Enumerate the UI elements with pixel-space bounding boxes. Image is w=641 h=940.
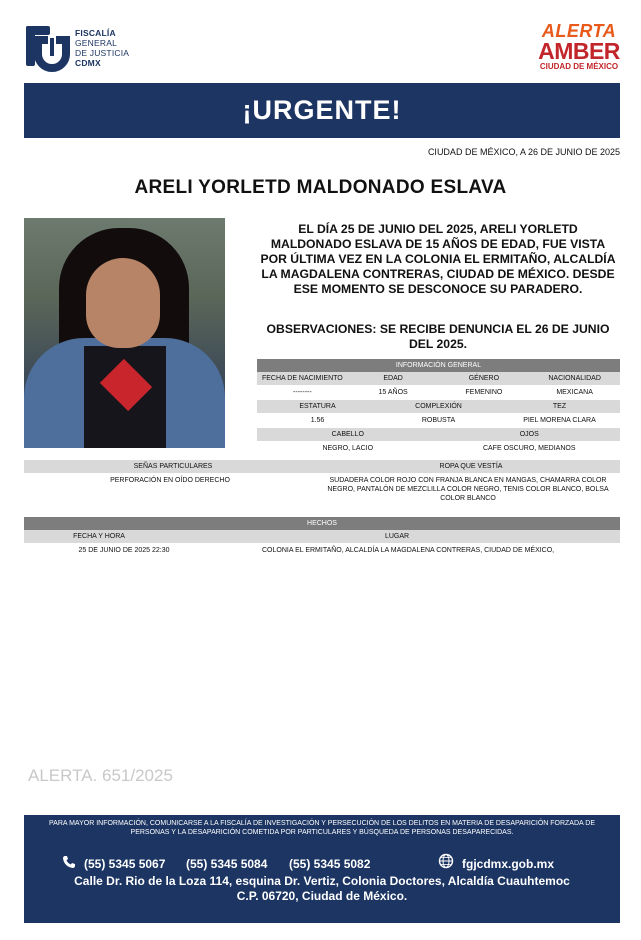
address	[24, 874, 620, 904]
info-labels-row1	[257, 372, 620, 385]
label-gender: GÉNERO	[468, 375, 500, 382]
label-hair: CABELLO	[331, 431, 364, 438]
fgj-logo-text	[75, 28, 129, 68]
fgj-line2: GENERAL	[75, 38, 118, 48]
fgj-line3: DE JUSTICIA	[75, 48, 130, 58]
info-values-row2	[257, 413, 620, 428]
phone-3[interactable]: (55) 5345 5082	[289, 857, 371, 871]
facts-table	[24, 517, 620, 558]
website-link[interactable]: fgjcdmx.gob.mx	[462, 857, 555, 871]
person-name: ARELI YORLETD MALDONADO ESLAVA	[134, 177, 507, 198]
info-values-row3	[257, 441, 620, 456]
value-build: ROBUSTA	[421, 417, 456, 424]
label-birthdate: FECHA DE NACIMIENTO	[261, 375, 343, 382]
value-nationality: MEXICANA	[556, 389, 593, 396]
label-skin: TEZ	[552, 403, 567, 410]
missing-person-photo	[24, 218, 225, 448]
label-distinguishing-marks: SEÑAS PARTICULARES	[133, 463, 213, 470]
facts-title: HECHOS	[24, 517, 620, 530]
facts-labels	[24, 530, 620, 543]
label-eyes: OJOS	[519, 431, 539, 438]
value-hair: NEGRO, LACIO	[322, 445, 374, 452]
value-skin: PIEL MORENA CLARA	[523, 417, 596, 424]
date-line: CIUDAD DE MÉXICO, A 26 DE JUNIO DE 2025	[427, 147, 620, 157]
value-birthdate: --------	[293, 389, 312, 396]
observations-text: OBSERVACIONES: SE RECIBE DENUNCIA EL 26 DE JUNIO DEL 2025.	[266, 322, 610, 351]
features-labels	[24, 460, 620, 473]
value-datetime: 25 DE JUNIO DE 2025 22:30	[78, 547, 170, 554]
info-labels-row2	[257, 400, 620, 413]
fgj-emblem-icon	[24, 24, 70, 74]
fgj-logo	[24, 24, 134, 76]
label-nationality: NACIONALIDAD	[548, 375, 601, 382]
description-text: EL DÍA 25 DE JUNIO DEL 2025, ARELI YORLETD MALDONADO ESLAVA DE 15 AÑOS DE EDAD, FUE VISTA POR ÚLTIMA VEZ EN LA COLONIA EL ERMITAÑO, ALCALDÍA LA MAGDALENA CONTRERAS, CIUDAD DE MÉXICO. DESDE ESE MOMENTO SE DESCONOCE SU PARADERO.	[260, 222, 616, 296]
urgent-banner: ¡URGENTE!	[24, 83, 620, 138]
info-labels-row3	[257, 428, 620, 441]
amber-line2: AMBER	[538, 38, 620, 64]
phone-1[interactable]: (55) 5345 5067	[84, 857, 166, 871]
value-eyes: CAFE OSCURO, MEDIANOS	[482, 445, 576, 452]
fgj-line4: CDMX	[75, 58, 101, 68]
label-age: EDAD	[383, 375, 403, 382]
general-info-title: INFORMACIÓN GENERAL	[257, 359, 620, 372]
label-clothing: ROPA QUE VESTÍA	[439, 463, 503, 470]
globe-icon	[438, 853, 454, 869]
info-values-row1	[257, 385, 620, 400]
amber-line1: ALERTA	[541, 21, 617, 41]
features-values	[24, 473, 620, 503]
alert-number: ALERTA. 651/2025	[28, 766, 173, 785]
fgj-line1: FISCALÍA	[75, 28, 116, 38]
value-clothing: SUDADERA COLOR ROJO CON FRANJA BLANCA EN MANGAS, CHAMARRA COLOR NEGRO, PANTALÓN DE MEZCLILLA COLOR NEGRO, TENIS COLOR BLANCO, BOLSA COLOR BLANCO	[327, 477, 609, 502]
address-line1: Calle Dr. Rio de la Loza 114, esquina Dr. Vertiz, Colonia Doctores, Alcaldía Cuauhtemoc	[74, 874, 570, 888]
label-place: LUGAR	[384, 533, 410, 540]
label-height: ESTATURA	[299, 403, 336, 410]
value-gender: FEMENINO	[465, 389, 503, 396]
alerta-amber-logo	[534, 22, 624, 80]
phone-2[interactable]: (55) 5345 5084	[186, 857, 268, 871]
label-build: COMPLEXIÓN	[415, 403, 462, 410]
value-age: 15 AÑOS	[378, 389, 408, 396]
facts-values	[24, 543, 620, 558]
features-table	[24, 460, 620, 503]
footer-note: PARA MAYOR INFORMACIÓN, COMUNICARSE A LA FISCALÍA DE INVESTIGACIÓN Y PERSECUCIÓN DE LOS DELITOS EN MATERIA DE DESAPARICIÓN FORZADA DE PERSONAS Y LA DESAPARICIÓN COMETIDA POR PARTICULARES Y BÚSQUEDA DE PERSONAS DESAPARECIDAS.	[49, 820, 595, 836]
value-height: 1.56	[310, 417, 325, 424]
label-datetime: FECHA Y HORA	[73, 533, 125, 540]
amber-line3: CIUDAD DE MÉXICO	[539, 62, 619, 71]
phone-icon	[62, 855, 76, 869]
contact-footer	[24, 815, 620, 923]
general-info-table	[257, 359, 620, 456]
value-distinguishing-marks: PERFORACIÓN EN OÍDO DERECHO	[110, 477, 230, 484]
value-place: COLONIA EL ERMITAÑO, ALCALDÍA LA MAGDALENA CONTRERAS, CIUDAD DE MÉXICO,	[262, 547, 555, 554]
address-line2: C.P. 06720, Ciudad de México.	[236, 889, 408, 903]
